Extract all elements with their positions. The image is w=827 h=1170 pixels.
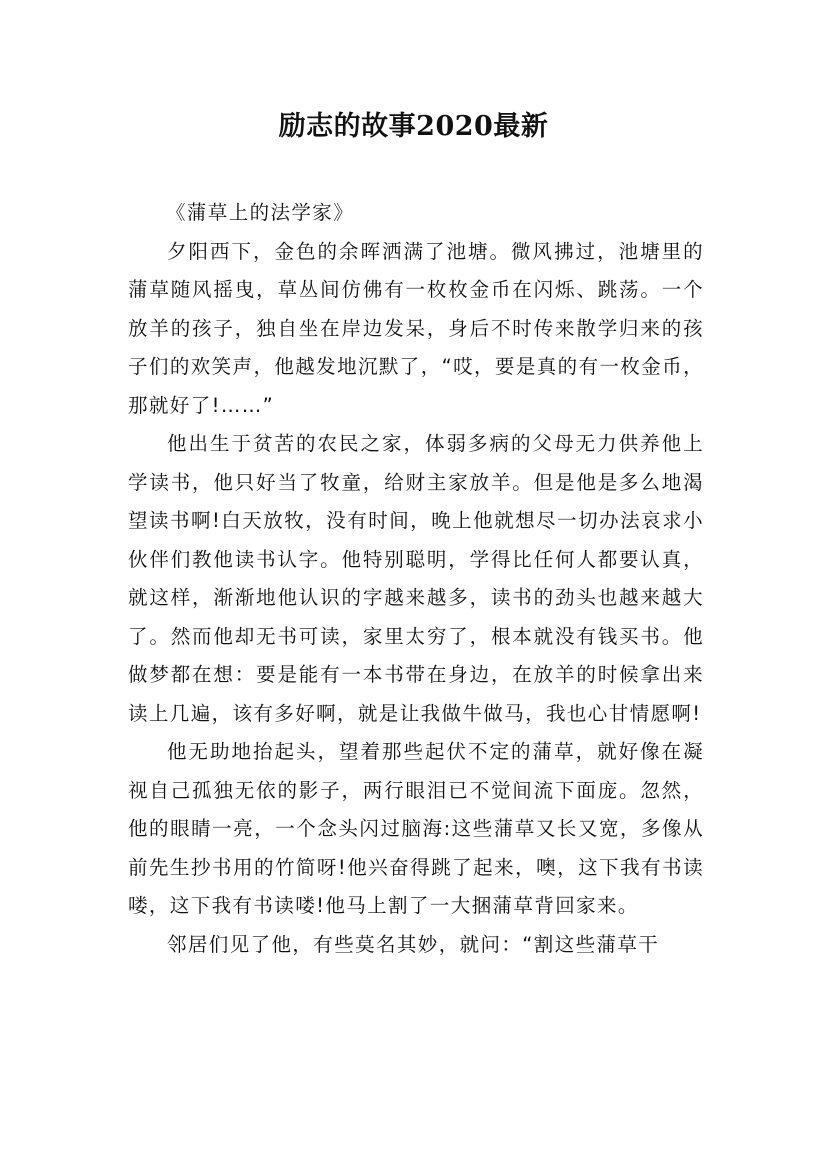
paragraph-3: 他无助地抬起头，望着那些起伏不定的蒲草，就好像在凝视自己孤独无依的影子，两行眼泪已不觉间流下面庞。忽然，他的眼睛一亮，一个念头闪过脑海:这些蒲草又长又宽，多像从前先生抄书用的竹简呀!他兴奋得跳了起来，噢，这下我有书读喽，这下我有书读喽!他马上割了一大捆蒲草背回家来。 <box>128 740 704 917</box>
paragraph-1: 夕阳西下，金色的余晖洒满了池塘。微风拂过，池塘里的蒲草随风摇曳，草丛间仿佛有一枚枚金币在闪烁、跳荡。一个放羊的孩子，独自坐在岸边发呆，身后不时传来散学归来的孩子们的欢笑声，他越发地沉默了，“哎，要是真的有一枚金币，那就好了!……” <box>128 239 704 417</box>
story-title: 《蒲草上的法学家》 <box>166 201 355 224</box>
paragraph-2: 他出生于贫苦的农民之家，体弱多病的父母无力供养他上学读书，他只好当了牧童，给财主家放羊。但是他是多么地渴望读书啊!白天放牧，没有时间，晚上他就想尽一切办法哀求小伙伴们教他读书认字。他特别聪明，学得比任何人都要认真，就这样，渐渐地他认识的字越来越多，读书的劲头也越来越大了。然而他却无书可读，家里太穷了，根本就没有钱买书。他做梦都在想：要是能有一本书带在身边，在放羊的时候拿出来读上几遍，该有多好啊，就是让我做牛做马，我也心甘情愿啊! <box>128 432 704 725</box>
paragraph-4: 邻居们见了他，有些莫名其妙，就问：“割这些蒲草干 <box>167 932 660 956</box>
document-title: 励志的故事2020最新 <box>278 111 549 142</box>
document-body <box>128 194 704 964</box>
